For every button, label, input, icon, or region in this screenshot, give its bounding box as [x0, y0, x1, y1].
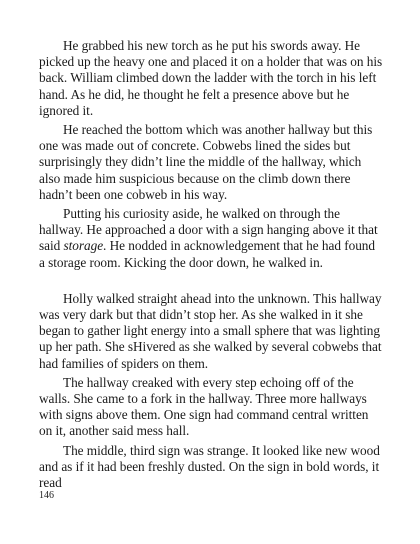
paragraph-3-text-after: . He nodded in acknowledgement that he had found a storage room. Kicking the door down, he walked in.: [39, 238, 375, 270]
paragraph-5: The hallway creaked with every step echoing off of the walls. She came to a fork in the hallway. Three more hallways with signs above them. One sign had command central written on it, another said mess hall.: [39, 374, 369, 439]
paragraph-2: He reached the bottom which was another hallway but this one was made out of concrete. Cobwebs lined the sides but surprisingly they didn’t line the middle of the hallway, which also made him suspicious because on the climb down there hadn’t been one cobweb in his way.: [39, 122, 373, 202]
page-body: [39, 38, 384, 494]
paragraph-1: He grabbed his new torch as he put his swords away. He picked up the heavy one and placed it on a holder that was on his back. William climbed down the ladder with the torch in his left hand. As he did, he thought he felt a presence above but he ignored it.: [39, 38, 383, 118]
paragraph-4: Holly walked straight ahead into the unknown. This hallway was very dark but that didn’t stop her. As she walked in it she began to gather light energy into a small sphere that was lighting up her path. She sHivered as she walked by several cobwebs that had families of spiders on them.: [39, 290, 382, 371]
section-break: [39, 274, 384, 291]
paragraph-3-text-before: Putting his curiosity aside, he walked on through the hallway. He approached a door with a sign hanging above it that said: [39, 206, 378, 254]
paragraph-6: The middle, third sign was strange. It looked like new wood and as if it had been freshly dusted. On the sign in bold words, it read: [39, 442, 380, 491]
paragraph-3: [39, 206, 384, 271]
storage-emphasis: storage: [63, 238, 104, 254]
page-number: 146: [39, 490, 54, 501]
